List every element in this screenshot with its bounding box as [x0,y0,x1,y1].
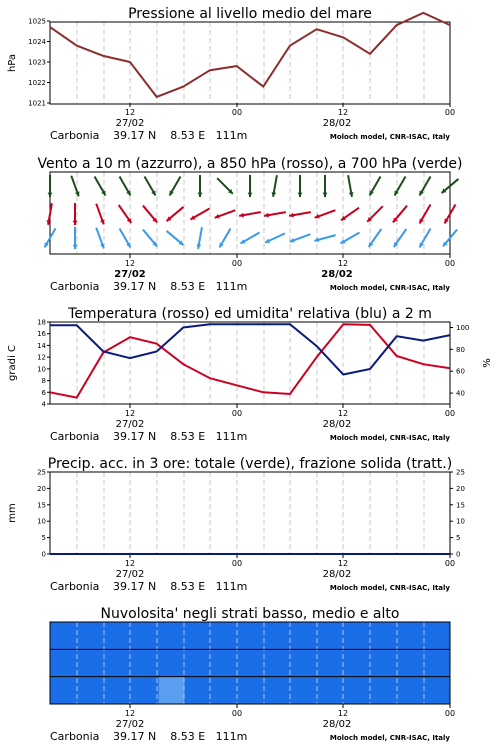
location-name: Carbonia [50,430,100,443]
location-coords: 39.17 N 8.53 E 111m [113,280,248,293]
date-label: 28/02 [322,419,352,430]
wind-arrow-700hpa [217,178,233,194]
x-tick-label: 12 [337,709,349,718]
panel-title: Nuvolosita' negli strati basso, medio e alto [100,606,400,622]
date-label: 27/02 [115,118,145,129]
wind-arrow-700hpa [395,176,406,195]
wind-arrow-700hpa [271,175,276,197]
y-tick-label: 12 [37,353,46,362]
wind-arrow-850hpa [167,207,184,221]
y-axis-label: gradi C [7,345,18,381]
wind-arrow-850hpa [239,212,261,217]
x-tick-label: 12 [124,259,136,268]
panel-title: Vento a 10 m (azzurro), a 850 hPa (rosso), a 700 hPa (verde) [37,156,463,172]
cloud-fill [50,622,450,704]
panel-title: Precip. acc. in 3 ore: totale (verde), frazione solida (tratt.) [47,456,453,472]
y-tick-label: 1022 [28,79,46,87]
wind-arrow-10m [167,231,184,245]
date-label: 28/02 [322,118,352,129]
model-credit: Moloch model, CNR-ISAC, Italy [329,284,450,292]
wind-arrow-850hpa [341,208,359,221]
wind-arrow-850hpa [119,205,132,223]
y-tick-label: 5 [41,534,46,543]
x-tick-label: 00 [231,709,243,718]
y-tick-label: 60 [456,367,465,376]
wind-arrow-10m [120,228,131,247]
x-tick-label: 12 [337,108,349,117]
wind-arrow-10m [314,235,335,242]
date-label: 28/02 [322,569,352,580]
wind-arrow-850hpa [215,210,236,218]
y-axis-label: hPa [7,53,18,73]
y-tick-label: 1024 [28,38,46,46]
model-credit: Moloch model, CNR-ISAC, Italy [329,584,450,592]
model-credit: Moloch model, CNR-ISAC, Italy [329,434,450,442]
y-tick-label: 8 [41,377,46,386]
wind-arrow-850hpa [46,203,51,225]
y-tick-label: 1023 [28,58,46,67]
wind-arrow-850hpa [96,204,104,225]
y-axis-label: mm [7,503,18,523]
date-label: 28/02 [322,719,352,730]
plot-frame [50,472,450,554]
x-tick-label: 12 [337,259,349,268]
y-tick-label: 25 [37,468,46,477]
panel-1 [7,6,455,142]
wind-arrow-850hpa [143,206,157,223]
cloud-cells [50,622,450,704]
date-label: 27/02 [115,569,145,580]
x-tick-label: 00 [231,409,243,418]
wind-arrow-700hpa [323,175,328,197]
y-tick-label: 16 [37,330,46,339]
y-tick-label: 0 [41,550,46,559]
y-tick-label: 100 [456,323,470,332]
x-tick-label: 00 [444,108,456,117]
wind-arrow-850hpa [420,204,431,223]
x-tick-label: 12 [124,409,136,418]
wind-arrow-10m [196,227,201,249]
y-tick-label: 1021 [28,99,46,108]
wind-arrow-700hpa [170,176,181,195]
wind-arrow-700hpa [95,176,106,195]
wind-arrow-10m [240,233,259,244]
wind-arrow-700hpa [370,176,381,195]
wind-arrow-850hpa [190,209,209,220]
wind-arrow-850hpa [264,212,286,217]
wind-arrow-850hpa [315,210,336,218]
panel-4 [7,456,465,593]
wind-arrow-10m [394,229,407,247]
wind-arrow-850hpa [289,212,311,217]
y-tick-label: 20 [37,484,46,493]
wind-arrow-10m [290,234,311,242]
wind-arrow-700hpa [198,175,203,197]
y-tick-label: 80 [456,345,465,354]
panel-title: Pressione al livello medio del mare [128,6,372,22]
location-name: Carbonia [50,280,100,293]
y-tick-label: 25 [456,468,465,477]
x-tick-label: 12 [337,559,349,568]
wind-arrow-700hpa [348,175,353,197]
wind-arrow-700hpa [248,175,253,197]
wind-arrow-700hpa [298,175,303,197]
wind-arrow-10m [96,228,104,249]
wind-arrow-850hpa [393,206,407,223]
location-coords: 39.17 N 8.53 E 111m [113,430,248,443]
date-label: 27/02 [115,719,145,730]
wind-arrow-700hpa [420,176,431,195]
date-label: 27/02 [114,269,146,280]
wind-arrow-700hpa [120,176,131,195]
location-name: Carbonia [50,129,100,142]
plot-frame [50,22,450,104]
gridlines [77,472,424,554]
y-tick-label: 6 [41,388,46,397]
x-tick-label: 12 [124,559,136,568]
panel-title: Temperatura (rosso) ed umidita' relativa (blu) a 2 m [68,306,432,322]
x-tick-label: 00 [231,559,243,568]
y-tick-label: 4 [41,400,46,409]
cloud-partial-cell [159,677,185,704]
x-tick-label: 12 [124,709,136,718]
y-tick-label: 40 [456,389,465,398]
gridlines [77,322,424,404]
plot-frame [50,322,450,404]
x-tick-label: 12 [337,409,349,418]
temperature-line [50,324,450,397]
date-label: 27/02 [115,419,145,430]
location-name: Carbonia [50,730,100,743]
wind-arrow-10m [265,233,285,243]
wind-arrow-700hpa [48,175,53,197]
y-tick-label: 20 [456,484,465,493]
y-tick-label: 10 [456,517,465,526]
y-axis-label: % [482,358,493,368]
model-credit: Moloch model, CNR-ISAC, Italy [329,133,450,141]
y-tick-label: 18 [37,318,46,327]
wind-arrow-850hpa [367,206,383,222]
wind-arrow-10m [420,228,431,247]
y-tick-label: 14 [37,341,46,350]
y-tick-label: 5 [456,534,461,543]
x-tick-label: 00 [444,559,456,568]
y-tick-label: 10 [37,517,46,526]
x-tick-label: 00 [444,709,456,718]
location-coords: 39.17 N 8.53 E 111m [113,129,248,142]
x-tick-label: 00 [444,259,456,268]
location-coords: 39.17 N 8.53 E 111m [113,730,248,743]
y-tick-label: 15 [37,501,46,510]
panel-2 [37,156,462,293]
y-tick-label: 10 [37,365,46,374]
x-tick-label: 12 [124,108,136,117]
wind-arrow-10m [143,230,157,247]
x-tick-label: 00 [444,409,456,418]
panel-3 [7,306,493,443]
y-tick-label: 1025 [28,17,46,26]
model-credit: Moloch model, CNR-ISAC, Italy [329,734,450,742]
panel-5 [50,606,455,743]
y-tick-label: 15 [456,501,465,510]
wind-arrow-700hpa [145,176,156,195]
wind-arrow-700hpa [71,176,79,197]
wind-arrow-10m [220,228,231,247]
x-tick-label: 00 [231,259,243,268]
wind-arrow-10m [369,229,382,247]
pressure-line [50,13,450,97]
y-tick-label: 0 [456,550,461,559]
x-tick-label: 00 [231,108,243,117]
date-label: 28/02 [321,269,353,280]
location-coords: 39.17 N 8.53 E 111m [113,580,248,593]
location-name: Carbonia [50,580,100,593]
